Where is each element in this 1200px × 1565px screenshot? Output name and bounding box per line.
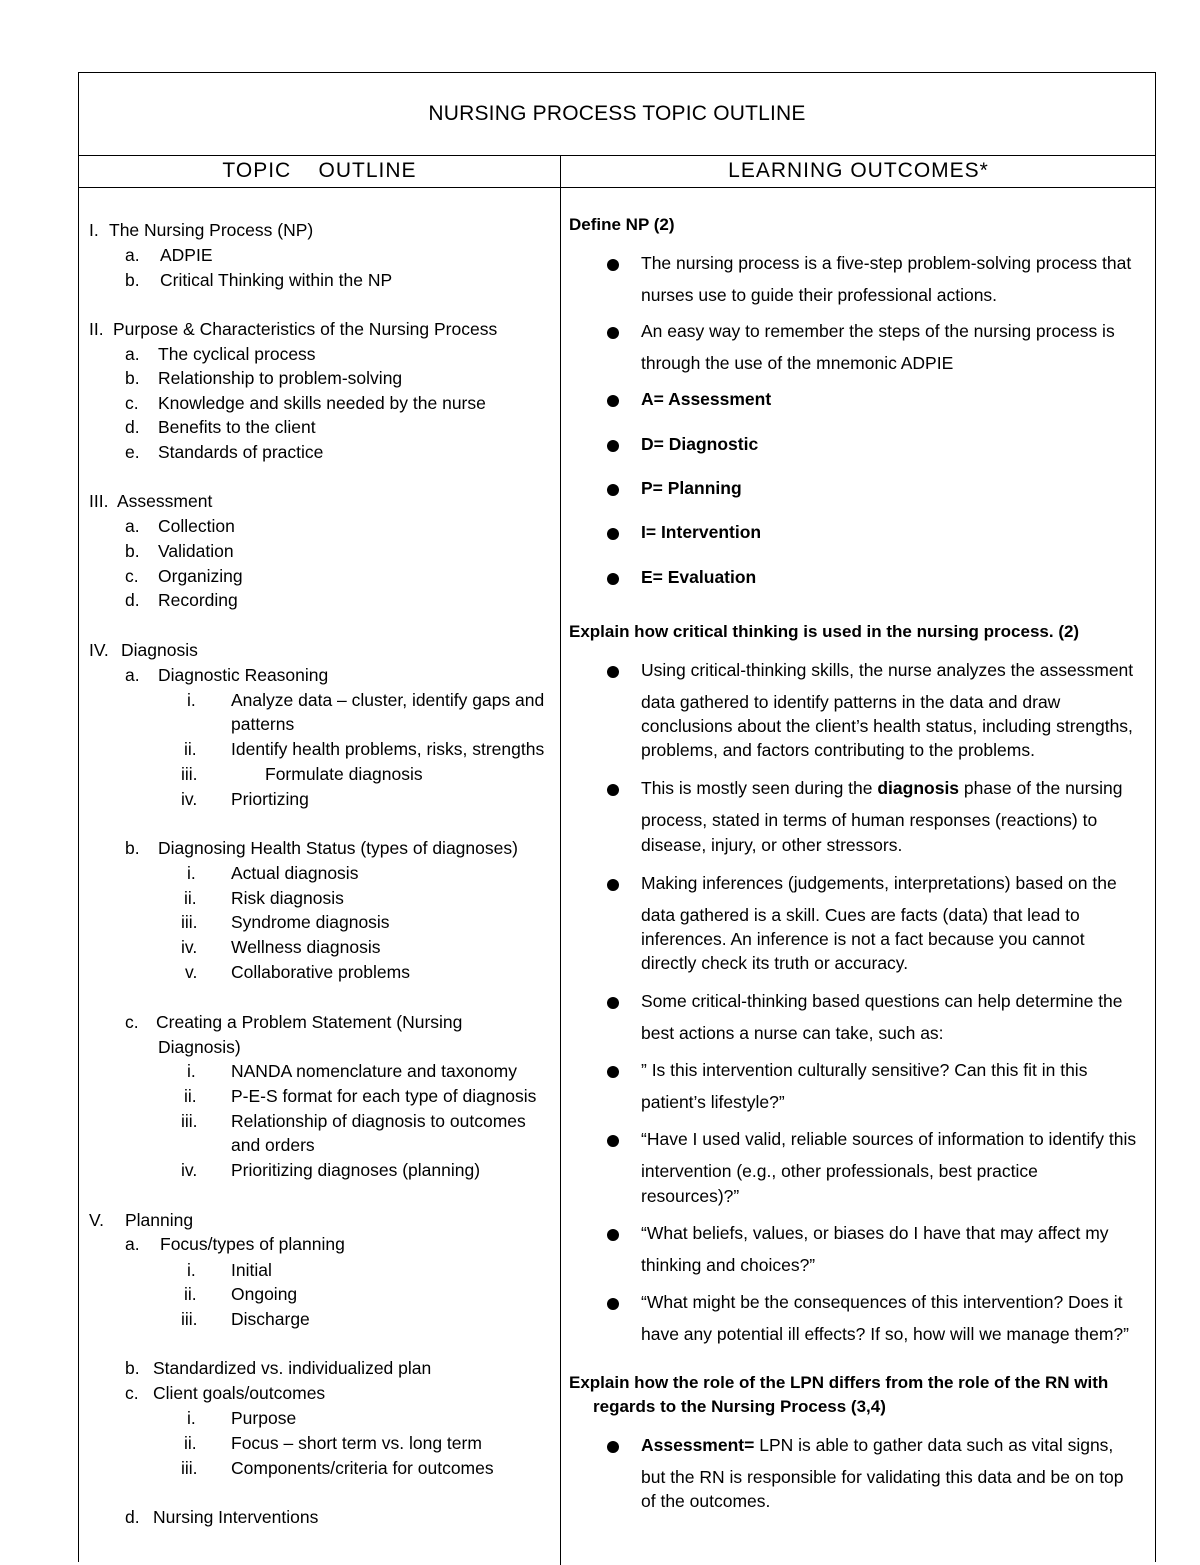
bullet-icon xyxy=(607,784,619,796)
outline-item-number: iii. xyxy=(181,764,198,784)
outline-item-number: d. xyxy=(125,417,140,437)
outline-item-number: a. xyxy=(125,245,140,265)
outline-item-number: d. xyxy=(125,590,140,610)
outline-item-number: b. xyxy=(125,838,140,858)
outline-item-text: Collection xyxy=(158,516,235,536)
bullet-icon xyxy=(607,528,619,540)
outcome-text: through the use of the mnemonic ADPIE xyxy=(641,353,954,373)
outline-item-number: c. xyxy=(125,566,139,586)
outline-item-text: Nursing Interventions xyxy=(153,1507,319,1527)
outcome-text: directly check its truth or accuracy. xyxy=(641,953,909,973)
outline-item-text: Relationship of diagnosis to outcomes xyxy=(231,1111,526,1131)
outline-item-text: Analyze data – cluster, identify gaps and xyxy=(231,690,545,710)
outline-item-number: e. xyxy=(125,442,140,462)
topic-outline-header-text: TOPIC OUTLINE xyxy=(222,159,417,182)
bullet-icon xyxy=(607,666,619,678)
outline-item-text: Client goals/outcomes xyxy=(153,1383,326,1403)
outcome-bold-term: diagnosis xyxy=(877,778,960,798)
outline-item-text: Purpose & Characteristics of the Nursing Process xyxy=(113,319,498,339)
outline-item-number: iv. xyxy=(181,937,198,957)
section-critical-thinking: Explain how critical thinking is used in the nursing process. (2) xyxy=(569,622,1080,641)
outline-item-number: iv. xyxy=(181,1160,198,1180)
bullet-icon xyxy=(607,879,619,891)
bullet-icon xyxy=(607,1135,619,1147)
outcome-text: ” Is this intervention culturally sensitive? Can this fit in this xyxy=(641,1060,1088,1080)
bullet-icon xyxy=(607,1298,619,1310)
outline-item-number: i. xyxy=(187,863,196,883)
topic-outline-header xyxy=(79,155,560,187)
outline-item-number: i. xyxy=(187,1061,196,1081)
outcome-text: The nursing process is a five-step problem-solving process that xyxy=(641,253,1132,273)
outline-item-text: Initial xyxy=(231,1260,272,1280)
outline-item-text: Discharge xyxy=(231,1309,310,1329)
outline-item-number: d. xyxy=(125,1507,140,1527)
outcome-text: An easy way to remember the steps of the nursing process is xyxy=(641,321,1115,341)
outline-item-number: III. xyxy=(89,491,109,511)
bullet-icon xyxy=(607,997,619,1009)
outline-item-number: iii. xyxy=(181,1111,198,1131)
outcome-text: process, stated in terms of human responses (reactions) to xyxy=(641,810,1098,830)
outline-item-text: Diagnosing Health Status (types of diagnoses) xyxy=(158,838,518,858)
outline-item-number: I. xyxy=(89,220,99,240)
outline-item-number: b. xyxy=(125,368,140,388)
outline-item-number: ii. xyxy=(184,739,197,759)
outline-item-number: iii. xyxy=(181,1309,198,1329)
outline-item-number: c. xyxy=(125,393,139,413)
outline-item-text: Priortizing xyxy=(231,789,309,809)
outcome-text: “What might be the consequences of this intervention? Does it xyxy=(641,1292,1123,1312)
outcome-text: inferences. An inference is not a fact because you cannot xyxy=(641,929,1085,949)
outcome-text: problems, and factors contributing to the problems. xyxy=(641,740,1035,760)
outline-item-text: Wellness diagnosis xyxy=(231,937,381,957)
outline-item-text: The Nursing Process (NP) xyxy=(109,220,314,240)
outline-item-text: Focus/types of planning xyxy=(160,1234,345,1254)
outcome-text: data gathered is a skill. Cues are facts (data) that lead to xyxy=(641,905,1080,925)
outline-item-number: a. xyxy=(125,1234,140,1254)
section-define-np: Define NP (2) xyxy=(569,215,675,234)
outline-item-number: i. xyxy=(187,690,196,710)
bullet-icon xyxy=(607,1066,619,1078)
outline-item-text: Relationship to problem-solving xyxy=(158,368,403,388)
outline-item-number: ii. xyxy=(184,1433,197,1453)
outcome-text: best actions a nurse can take, such as: xyxy=(641,1023,944,1043)
outcome-text: P= Planning xyxy=(641,478,742,498)
outcome-text: “Have I used valid, reliable sources of information to identify this xyxy=(641,1129,1137,1149)
outcome-text: Assessment= LPN is able to gather data such as vital signs, xyxy=(641,1435,1114,1455)
outline-item-number: IV. xyxy=(89,640,109,660)
outline-item-number: ii. xyxy=(184,1086,197,1106)
outline-item-number: b. xyxy=(125,270,140,290)
outline-item-text: patterns xyxy=(231,714,295,734)
page-title: NURSING PROCESS TOPIC OUTLINE xyxy=(79,73,1155,156)
outline-item-text: Planning xyxy=(125,1210,194,1230)
outline-item-text: Creating a Problem Statement (Nursing xyxy=(156,1012,463,1032)
bullet-icon xyxy=(607,259,619,271)
outline-item-text: Focus – short term vs. long term xyxy=(231,1433,482,1453)
outline-item-text: Standardized vs. individualized plan xyxy=(153,1358,432,1378)
outcome-text: This is mostly seen during the diagnosis phase of the nursing xyxy=(641,778,1123,798)
outline-item-text: P-E-S format for each type of diagnosis xyxy=(231,1086,537,1106)
outline-item-text: Prioritizing diagnoses (planning) xyxy=(231,1160,481,1180)
outline-item-number: iii. xyxy=(181,912,198,932)
outline-item-number: a. xyxy=(125,344,140,364)
outline-item-text: Actual diagnosis xyxy=(231,863,359,883)
outline-item-number: ii. xyxy=(184,888,197,908)
outline-item-text: Benefits to the client xyxy=(158,417,316,437)
outline-item-text: Ongoing xyxy=(231,1284,298,1304)
outcome-text: “What beliefs, values, or biases do I have that may affect my xyxy=(641,1223,1109,1243)
outline-item-text: Organizing xyxy=(158,566,243,586)
outline-item-number: a. xyxy=(125,516,140,536)
outline-item-text: Standards of practice xyxy=(158,442,324,462)
outline-item-text: Purpose xyxy=(231,1408,297,1428)
outline-item-text: and orders xyxy=(231,1135,315,1155)
bullet-icon xyxy=(607,484,619,496)
outcome-text: nurses use to guide their professional actions. xyxy=(641,285,998,305)
outline-item-number: b. xyxy=(125,1358,140,1378)
outline-item-text: Syndrome diagnosis xyxy=(231,912,390,932)
outcome-text: A= Assessment xyxy=(641,389,772,409)
section-lpn-vs-rn-cont: regards to the Nursing Process (3,4) xyxy=(593,1397,886,1416)
outcome-bold-term: Assessment= xyxy=(641,1435,755,1455)
outline-item-text: Formulate diagnosis xyxy=(265,764,423,784)
outline-item-number: iv. xyxy=(181,789,198,809)
outline-item-text: Diagnosis xyxy=(121,640,198,660)
outline-item-text: Risk diagnosis xyxy=(231,888,344,908)
outline-item-text: Critical Thinking within the NP xyxy=(160,270,393,290)
outline-item-text: Diagnosis) xyxy=(158,1037,241,1057)
outcome-text: Some critical-thinking based questions can help determine the xyxy=(641,991,1123,1011)
outline-item-number: V. xyxy=(89,1210,104,1230)
outline-item-text: Assessment xyxy=(117,491,213,511)
outcome-text: conclusions about the client’s health status, including strengths, xyxy=(641,716,1133,736)
outline-item-number: i. xyxy=(187,1260,196,1280)
outline-item-text: Validation xyxy=(158,541,234,561)
outline-item-number: ii. xyxy=(184,1284,197,1304)
learning-outcomes-header: LEARNING OUTCOMES* xyxy=(728,159,989,182)
outline-item-number: c. xyxy=(125,1383,139,1403)
outline-item-number: iii. xyxy=(181,1458,198,1478)
outcome-text: but the RN is responsible for validating this data and be on top xyxy=(641,1467,1124,1487)
outline-item-text: Components/criteria for outcomes xyxy=(231,1458,494,1478)
outline-item-text: Knowledge and skills needed by the nurse xyxy=(158,393,486,413)
outline-item-number: i. xyxy=(187,1408,196,1428)
outcome-text: Making inferences (judgements, interpretations) based on the xyxy=(641,873,1117,893)
bullet-icon xyxy=(607,440,619,452)
outline-item-text: Recording xyxy=(158,590,238,610)
outline-item-number: v. xyxy=(185,962,198,982)
outcome-text: D= Diagnostic xyxy=(641,434,759,454)
outcome-text: of the outcomes. xyxy=(641,1491,771,1511)
outcome-text: Using critical-thinking skills, the nurse analyzes the assessment xyxy=(641,660,1134,680)
outline-item-number: a. xyxy=(125,665,140,685)
header-row xyxy=(79,155,1155,188)
outcome-text: data gathered to identify patterns in the data and draw xyxy=(641,692,1061,712)
outcome-text: E= Evaluation xyxy=(641,567,757,587)
outline-item-number: II. xyxy=(89,319,104,339)
outcome-text: have any potential ill effects? If so, how will we manage them?” xyxy=(641,1324,1129,1344)
outline-item-text: Diagnostic Reasoning xyxy=(158,665,329,685)
outline-item-text: ADPIE xyxy=(160,245,213,265)
outcome-text: intervention (e.g., other professionals, best practice xyxy=(641,1161,1038,1181)
outcome-text: thinking and choices?” xyxy=(641,1255,816,1275)
outline-item-text: NANDA nomenclature and taxonomy xyxy=(231,1061,517,1081)
bullet-icon xyxy=(607,1441,619,1453)
column-divider xyxy=(560,155,561,1565)
outline-item-text: Collaborative problems xyxy=(231,962,410,982)
outline-item-text: The cyclical process xyxy=(158,344,316,364)
outline-item-number: c. xyxy=(125,1012,139,1032)
bullet-icon xyxy=(607,573,619,585)
outcome-text: patient’s lifestyle?” xyxy=(641,1092,785,1112)
outline-item-text: Identify health problems, risks, strengths xyxy=(231,739,545,759)
outcome-text: I= Intervention xyxy=(641,522,762,542)
bullet-icon xyxy=(607,395,619,407)
section-lpn-vs-rn: Explain how the role of the LPN differs from the role of the RN with xyxy=(569,1373,1109,1392)
outline-item-number: b. xyxy=(125,541,140,561)
outcome-text: disease, injury, or other stressors. xyxy=(641,835,903,855)
bullet-icon xyxy=(607,1229,619,1241)
outcome-text: resources)?” xyxy=(641,1186,740,1206)
bullet-icon xyxy=(607,327,619,339)
